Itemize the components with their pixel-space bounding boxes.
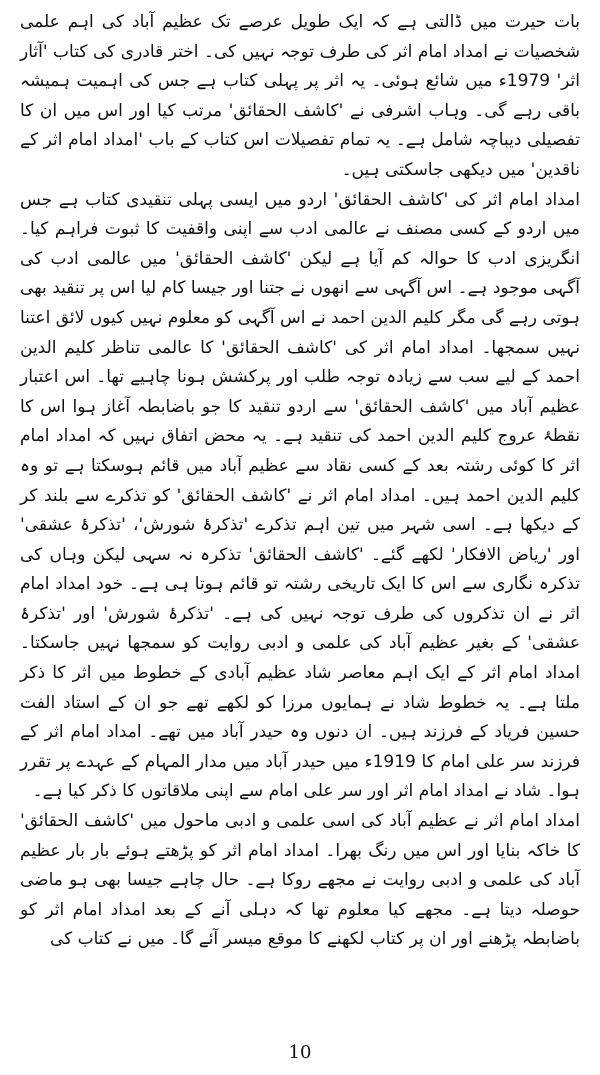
page-number: 10 <box>288 1042 312 1063</box>
paragraph-2: امداد امام اثر کی 'کاشف الحقائق' اردو میں ایسی پہلی تنقیدی کتاب ہے جس میں اردو کے کسی مصنف نے عالمی ادب سے اپنی واقفیت کا ثبوت فراہم کیا۔ انگریزی ادب کا حوالہ کم آیا ہے لیکن 'کاشف الحقائق' میں عالمی ادب کی آگہی موجود ہے۔ اس آگہی سے انھوں نے جتنا اور جیسا کام لیا اس پر تنقید بھی ہوتی رہے گی مگر کلیم الدین احمد نے اس آگہی کو معلوم نہیں کیوں لائق اعتنا نہیں سمجھا۔ امداد امام اثر کی 'کاشف الحقائق' کا عالمی تناظر کلیم الدین احمد کے لیے سب سے زیادہ توجہ طلب اور پرکشش ہونا چاہیے تھا۔ اس اعتبار عظیم آباد میں 'کاشف الحقائق' سے اردو تنقید کا جو باضابطہ آغاز ہوا اس کا نقطۂ عروج کلیم الدین احمد کی تنقید ہے۔ یہ محض اتفاق نہیں کہ امداد امام اثر کا کوئی رشتہ بعد کے کسی نقاد سے عظیم آباد میں قائم ہوسکتا ہے تو وہ کلیم الدین احمد ہیں۔ امداد امام اثر نے 'کاشف الحقائق' کو تذکرے سے بلند کر کے دیکھا ہے۔ اسی شہر میں تین اہم تذکرے 'تذکرۂ شورش'، 'تذکرۂ عشقی' اور 'ریاض الافکار' لکھے گئے۔ 'کاشف الحقائق' تذکرہ نہ سہی لیکن وہاں کی تذکرہ نگاری سے اس کا ایک تاریخی رشتہ تو قائم ہوتا ہی ہے۔ خود امداد امام اثر نے ان تذکروں کی طرف توجہ نہیں کی ہے۔ 'تذکرۂ شورش' اور 'تذکرۂ عشقی' کے بغیر عظیم آباد کی علمی و ادبی روایت کو سمجھا نہیں جاسکتا۔ امداد امام اثر کے ایک اہم معاصر شاد عظیم آبادی کے خطوط میں اثر کا ذکر ملتا ہے۔ یہ خطوط شاد نے ہمایوں مرزا کو لکھے تھے جو ان کے استاد الفت حسین فریاد کے فرزند ہیں۔ ان دنوں وہ حیدر آباد میں تھے۔ امداد امام اثر کے فرزند سر علی امام کا 1919ء میں حیدر آباد میں مدار المہام کے عہدے پر تقرر ہوا۔ شاد نے امداد امام اثر اور سر علی امام سے اپنی ملاقاتوں کا ذکر کیا ہے۔ <box>19 189 580 802</box>
paragraph-1: بات حیرت میں ڈالتی ہے کہ ایک طویل عرصے تک عظیم آباد کی اہم علمی شخصیات نے امداد امام اثر کی طرف توجہ نہیں کی۔ اختر قادری کی کتاب 'آثار اثر' 1979ء میں شائع ہوئی۔ یہ اثر پر پہلی کتاب ہے جس کی اہمیت ہمیشہ باقی رہے گی۔ وہاب اشرفی نے 'کاشف الحقائق' مرتب کیا اور اس میں ان کا تفصیلی دیباچہ شامل ہے۔ یہ تمام تفصیلات اس کتاب کے باب 'امداد امام اثر کے ناقدین' میں دیکھی جاسکتی ہیں۔ <box>20 12 580 180</box>
page-body <box>20 8 580 955</box>
paragraph-3: امداد امام اثر نے عظیم آباد کی اسی علمی و ادبی ماحول میں 'کاشف الحقائق' کا خاکہ بنایا اور اس میں رنگ بھرا۔ امداد امام اثر کو پڑھتے ہوئے بار بار عظیم آباد کی علمی و ادبی روایت نے مجھے روکا ہے۔ حال چاہے جیسا بھی ہو ماضی حوصلہ دیتا ہے۔ مجھے کیا معلوم تھا کہ دہلی آنے کے بعد امداد امام اثر کو باضابطہ پڑھنے اور ان پر کتاب لکھنے کا موقع میسر آئے گا۔ میں نے کتاب کی <box>20 811 580 950</box>
